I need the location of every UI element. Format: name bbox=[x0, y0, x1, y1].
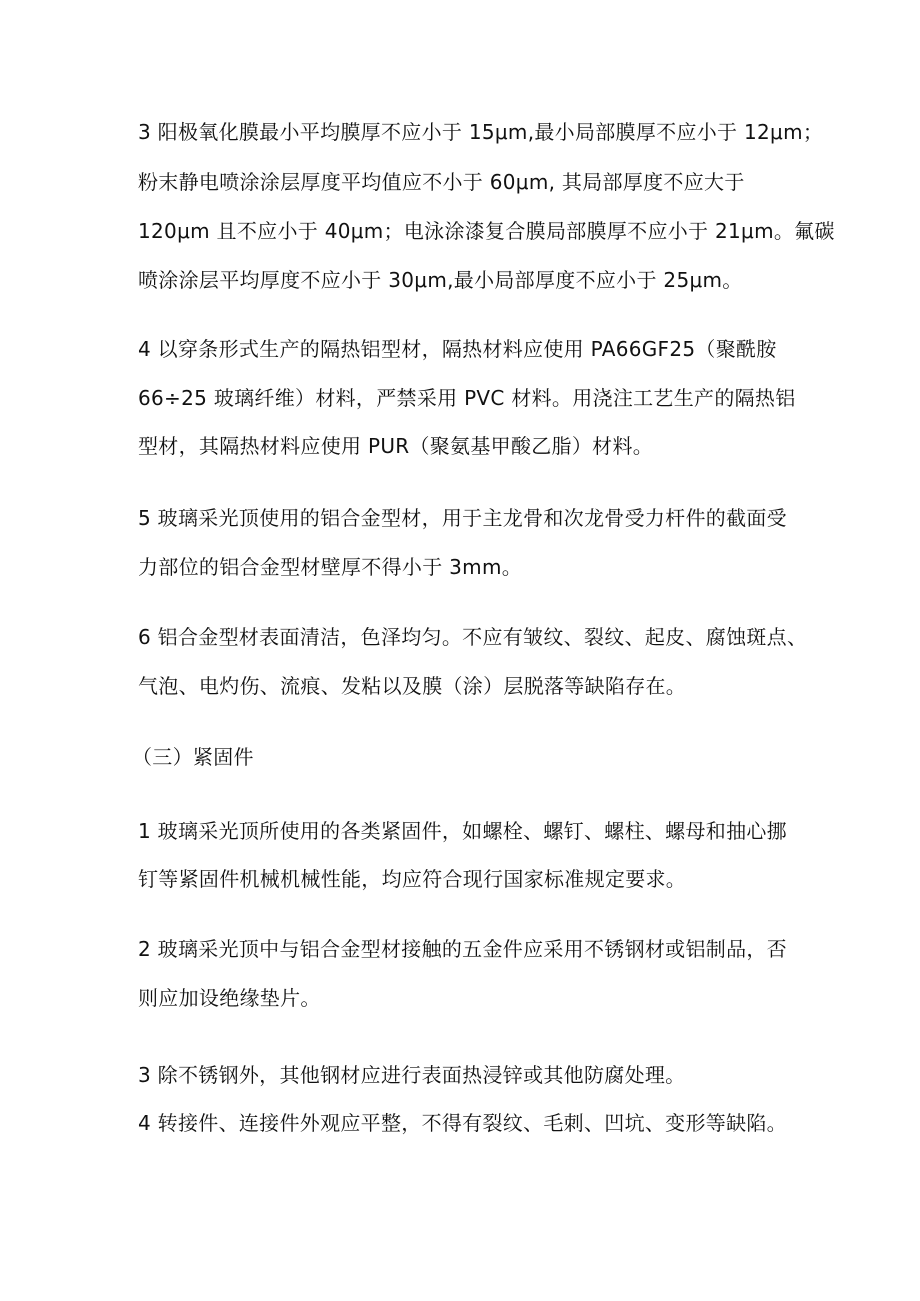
text-line: 3 阳极氧化膜最小平均膜厚不应小于 15μm,最小局部膜厚不应小于 12μm； bbox=[138, 120, 824, 144]
text-line: 66÷25 玻璃纤维）材料，严禁采用 PVC 材料。用浇注工艺生产的隔热铝 bbox=[138, 386, 796, 410]
text-line: 气泡、电灼伤、流痕、发粘以及膜（涂）层脱落等缺陷存在。 bbox=[138, 674, 687, 698]
fastener-item-3: 3 除不锈钢外，其他钢材应进行表面热浸锌或其他防腐处理。 bbox=[138, 1063, 686, 1087]
text-line: 4 以穿条形式生产的隔热铝型材，隔热材料应使用 PA66GF25（聚酰胺 bbox=[138, 337, 777, 361]
text-line: 6 铝合金型材表面清洁，色泽均匀。不应有皱纹、裂纹、起皮、腐蚀斑点、 bbox=[138, 625, 808, 649]
text-line: 2 玻璃采光顶中与铝合金型材接触的五金件应采用不锈钢材或铝制品，否 bbox=[138, 937, 787, 961]
text-line: 钉等紧固件机械机械性能，均应符合现行国家标准规定要求。 bbox=[138, 867, 687, 891]
text-line: 5 玻璃采光顶使用的铝合金型材，用于主龙骨和次龙骨受力杆件的截面受 bbox=[138, 506, 787, 530]
text-line: 型材，其隔热材料应使用 PUR（聚氨基甲酸乙脂）材料。 bbox=[138, 434, 654, 458]
text-line: 粉末静电喷涂涂层厚度平均值应不小于 60μm, 其局部厚度不应大于 bbox=[138, 170, 745, 194]
section-heading-fasteners: （三）紧固件 bbox=[132, 745, 254, 769]
text-line: 则应加设绝缘垫片。 bbox=[138, 986, 321, 1010]
text-line: 120μm 且不应小于 40μm；电泳涂漆复合膜局部膜厚不应小于 21μm。氟碳 bbox=[138, 219, 835, 243]
text-line: 力部位的铝合金型材壁厚不得小于 3mm。 bbox=[138, 555, 523, 579]
text-line: 1 玻璃采光顶所使用的各类紧固件，如螺栓、螺钉、螺柱、螺母和抽心挪 bbox=[138, 819, 787, 843]
text-line: 喷涂涂层平均厚度不应小于 30μm,最小局部厚度不应小于 25μm。 bbox=[138, 268, 743, 292]
fastener-item-4: 4 转接件、连接件外观应平整，不得有裂纹、毛刺、凹坑、变形等缺陷。 bbox=[138, 1111, 787, 1135]
